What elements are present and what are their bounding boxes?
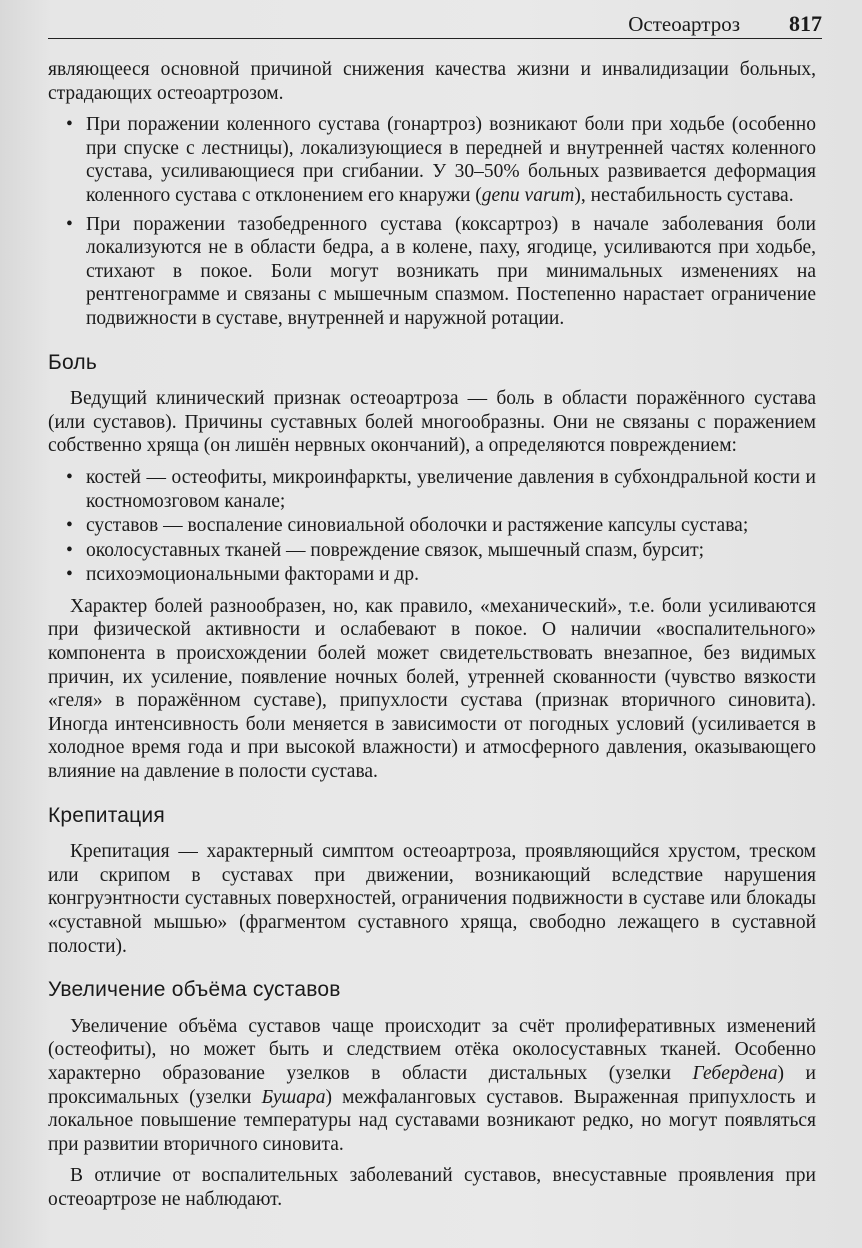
pain-paragraph-1: Ведущий клинический признак остеоартроза — боль в области поражённого сустава (или суставов). Причины суставных болей многообразны. Они не связаны с поражением собственно хряща (он лишён нервных окончаний), а определяются повреждением: bbox=[48, 388, 816, 457]
list-item: • суставов — воспаление синовиальной оболочки и растяжение капсулы сустава; bbox=[66, 515, 749, 537]
section-heading-pain: Боль bbox=[48, 350, 97, 374]
list-item: • костей — остеофиты, микроинфаркты, увеличение давления в субхондральной кости и костномозговом канале; bbox=[66, 466, 816, 512]
page-body bbox=[48, 58, 816, 1212]
list-item: • околосуставных тканей — повреждение связок, мышечный спазм, бурсит; bbox=[66, 539, 705, 561]
section-heading-enlargement: Увеличение объёма суставов bbox=[48, 978, 341, 1002]
pain-causes-list bbox=[48, 466, 816, 587]
bullet-icon: • bbox=[66, 466, 73, 488]
intro-paragraph: являющееся основной причиной снижения качества жизни и инвалидизации больных, страдающих остеоартрозом. bbox=[48, 59, 816, 104]
enlargement-paragraph-2: В отличие от воспалительных заболеваний суставов, внесуставные проявления при остеоартрозе не наблюдают. bbox=[48, 1165, 816, 1210]
enlargement-paragraph-1: Увеличение объёма суставов чаще происходит за счёт пролиферативных изменений (остеофиты), но может быть и следствием отёка околосуставных тканей. Особенно характерно образование узелков в области дистальных (узелки Гебердена) и проксимальных (узелки Бушара) межфаланговых суставов. Выраженная припухлость и локальное повышение температуры над суставами возникают редко, но могут появляться при развитии вторичного синовита. bbox=[48, 1015, 816, 1155]
section-heading-crepitation: Крепитация bbox=[48, 803, 165, 827]
page-number: 817 bbox=[789, 11, 822, 36]
running-head bbox=[48, 10, 822, 39]
bullet-icon: • bbox=[66, 114, 73, 136]
term-genu-varum: genu varum bbox=[481, 184, 575, 206]
crepitation-paragraph: Крепитация — характерный симптом остеоартроза, проявляющийся хрустом, треском или скрипом в суставах при движении, возникающий вследствие нарушения конгруэнтности суставных поверхностей, ограничения подвижности в суставе или блокады «суставной мышью» (фрагментом суставного хряща, свободно лежащего в суставной полости). bbox=[48, 841, 816, 957]
joint-lesion-list bbox=[48, 113, 816, 330]
bullet-icon: • bbox=[66, 213, 73, 235]
bullet-icon: • bbox=[66, 515, 73, 537]
list-item-hip: • При поражении тазобедренного сустава (коксартроз) в начале заболевания боли локализуются не в области бедра, а в колене, паху, ягодице, усиливаются при ходьбе, стихают в покое. Боли могут возникать при минимальных изменениях на рентгенограмме и связаны с мышечным спазмом. Постепенно нарастает ограничение подвижности в суставе, внутренней и наружной ротации. bbox=[66, 213, 816, 329]
bullet-icon: • bbox=[66, 564, 73, 586]
list-item-knee: • При поражении коленного сустава (гонартроз) возникают боли при ходьбе (особенно при спуске с лестницы), локализующиеся в передней и внутренней частях коленного сустава, усиливающиеся при сгибании. У 30–50% больных развивается деформация коленного сустава с отклонением его кнаружи (genu varum), нестабильность сустава. bbox=[66, 114, 816, 206]
term-heberden: Гебердена bbox=[692, 1062, 778, 1084]
term-bouchard: Бушара bbox=[261, 1086, 326, 1108]
chapter-title: Остеоартроз bbox=[628, 12, 740, 36]
bullet-icon: • bbox=[66, 539, 73, 561]
pain-paragraph-2: Характер болей разнообразен, но, как правило, «механический», т.е. боли усиливаются при физической активности и ослабевают в покое. О наличии «воспалительного» компонента в происхождении болей может свидетельствовать внезапное, без видимых причин, их усиление, появление ночных болей, утренней скованности (чувство вязкости «геля» в поражённом суставе), припухлости сустава (признак вторичного синовита). Иногда интенсивность боли меняется в зависимости от погодных условий (усиливается в холодное время года и при высокой влажности) и атмосферного давления, оказывающего влияние на давление в полости сустава. bbox=[48, 595, 816, 783]
list-item: • психоэмоциональными факторами и др. bbox=[66, 564, 419, 586]
